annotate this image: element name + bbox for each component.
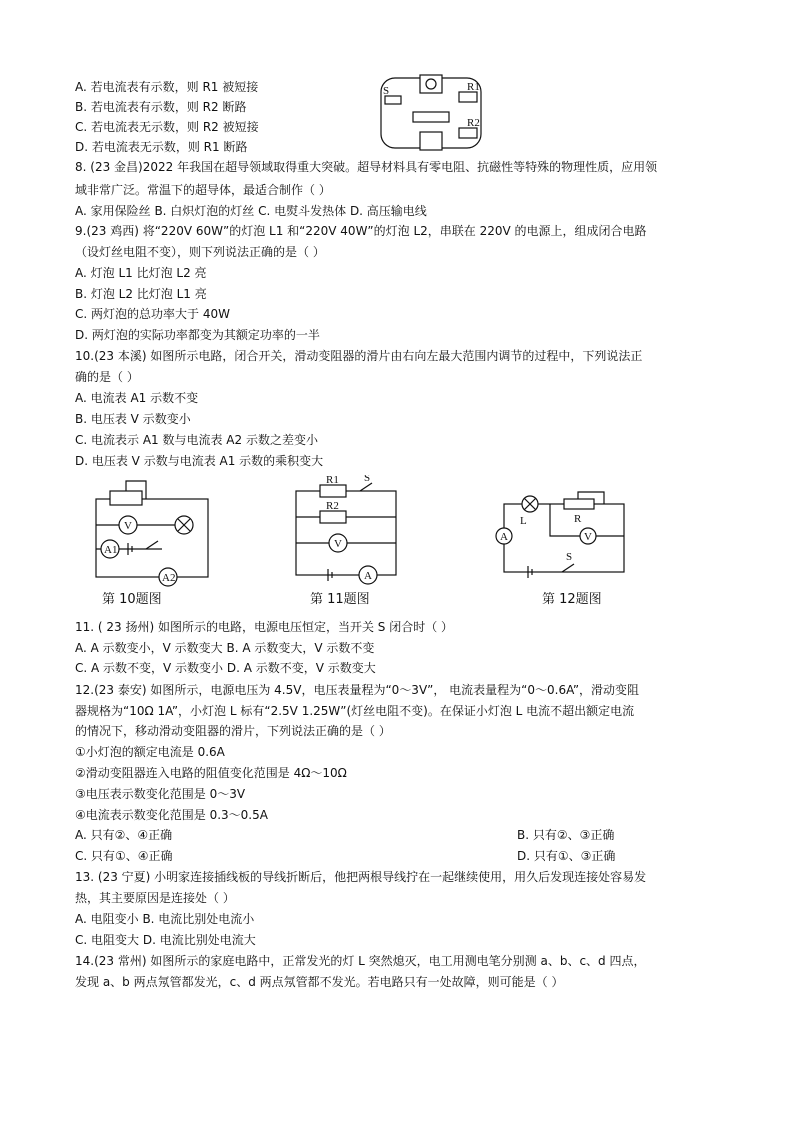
q9-option-d: D. 两灯泡的实际功率都变为其额定功率的一半 xyxy=(75,328,320,342)
q9-option-b: B. 灯泡 L2 比灯泡 L1 亮 xyxy=(75,287,207,301)
q10-option-c: C. 电流表示 A1 数与电流表 A2 示数之差变小 xyxy=(75,433,318,447)
fig12-switch xyxy=(562,564,574,572)
q7-option-c: C. 若电流表无示数，则 R2 被短接 xyxy=(75,120,259,134)
q10-stem-line2: 确的是（ ） xyxy=(75,370,139,384)
fig12-rheostat xyxy=(564,499,594,509)
fig11-label-a: A xyxy=(364,570,372,582)
q9-option-a: A. 灯泡 L1 比灯泡 L2 亮 xyxy=(75,266,207,280)
q12-option-d: D. 只有①、③正确 xyxy=(517,849,616,863)
q7-resistor-r2 xyxy=(459,128,477,138)
fig10-outer-loop xyxy=(96,499,208,577)
q12-stem-line2: 器规格为“10Ω 1A”，小灯泡 L 标有“2.5V 1.25W”(灯丝电阻不变)。在保证小灯泡 L 电流不超出额定电流 xyxy=(75,704,635,718)
q10-stem-line1: 10.(23 本溪) 如图所示电路，闭合开关，滑动变阻器的滑片由右向左最大范围内调节的过程中，下列说法正 xyxy=(75,349,643,363)
q8-options: A. 家用保险丝 B. 白炽灯泡的灯丝 C. 电熨斗发热体 D. 高压输电线 xyxy=(75,204,427,218)
fig12-circuit xyxy=(490,490,630,580)
fig11-switch xyxy=(360,483,372,491)
q7-label-s: S xyxy=(383,85,390,97)
fig10-label-v: V xyxy=(124,520,132,532)
q7-label-r1: R1 xyxy=(467,81,480,93)
q12-option-c: C. 只有①、④正确 xyxy=(75,849,173,863)
fig12-label-r: R xyxy=(574,513,582,525)
fig11-caption: 第 11题图 xyxy=(310,592,370,607)
q9-option-c: C. 两灯泡的总功率大于 40W xyxy=(75,307,230,321)
fig11-resistor-r2 xyxy=(320,511,346,523)
q11-options-line1: A. A 示数变小，V 示数变大 B. A 示数变大，V 示数不变 xyxy=(75,641,375,655)
q7-option-a: A. 若电流表有示数，则 R1 被短接 xyxy=(75,80,259,94)
q7-label-r2: R2 xyxy=(467,117,480,129)
fig11-label-v: V xyxy=(334,538,342,550)
fig11-circuit xyxy=(290,475,402,587)
fig10-caption: 第 10题图 xyxy=(102,592,162,607)
q12-statement-1: ①小灯泡的额定电流是 0.6A xyxy=(75,745,225,759)
q13-stem-line2: 热，其主要原因是连接处（ ） xyxy=(75,891,235,905)
q7-option-b: B. 若电流表有示数，则 R2 断路 xyxy=(75,100,247,114)
q12-statement-2: ②滑动变阻器连入电路的阻值变化范围是 4Ω～10Ω xyxy=(75,766,347,780)
q12-option-b: B. 只有②、③正确 xyxy=(517,828,615,842)
q8-stem-line1: 8. (23 金昌)2022 年我国在超导领域取得重大突破。超导材料具有零电阻、抗磁性等特殊的物理性质，应用领 xyxy=(75,160,658,174)
q10-option-d: D. 电压表 V 示数与电流表 A1 示数的乘积变大 xyxy=(75,454,324,468)
q13-options-line1: A. 电阻变小 B. 电流比别处电流小 xyxy=(75,912,255,926)
fig10-label-a1: A1 xyxy=(104,544,118,556)
q12-stem-line3: 的情况下，移动滑动变阻器的滑片，下列说法正确的是（ ） xyxy=(75,724,391,738)
fig12-label-l: L xyxy=(520,515,527,527)
fig11-resistor-r1 xyxy=(320,485,346,497)
q13-stem-line1: 13. (23 宁夏) 小明家连接插线板的导线折断后，他把两根导线拧在一起继续使用，用久后发现连接处容易发 xyxy=(75,870,647,884)
fig11-label-s: S xyxy=(364,475,371,484)
q13-options-line2: C. 电阻变大 D. 电流比别处电流大 xyxy=(75,933,256,947)
fig12-label-v: V xyxy=(584,531,592,543)
fig12-label-s: S xyxy=(566,551,573,563)
q7-option-d: D. 若电流表无示数，则 R1 断路 xyxy=(75,140,248,154)
q12-statement-4: ④电流表示数变化范围是 0.3～0.5A xyxy=(75,808,268,822)
q11-options-line2: C. A 示数不变，V 示数变小 D. A 示数不变，V 示数变大 xyxy=(75,661,376,675)
q11-stem: 11. ( 23 扬州) 如图所示的电路，电源电压恒定，当开关 S 闭合时（ ） xyxy=(75,620,454,634)
fig11-label-r2: R2 xyxy=(326,500,339,512)
q9-stem-line1: 9.(23 鸡西) 将“220V 60W”的灯泡 L1 和“220V 40W”的灯泡 L2，串联在 220V 的电源上，组成闭合电路 xyxy=(75,224,647,238)
fig10-rheostat xyxy=(110,491,142,505)
q14-stem-line2: 发现 a、b 两点氖管都发光，c、d 两点氖管都不发光。若电路只有一处故障，则可能是（ ） xyxy=(75,975,564,989)
q14-stem-line1: 14.(23 常州) 如图所示的家庭电路中，正常发光的灯 L 突然熄灭，电工用测电笔分别测 a、b、c、d 四点， xyxy=(75,954,646,968)
q10-option-b: B. 电压表 V 示数变小 xyxy=(75,412,191,426)
q7-circuit-photo xyxy=(375,72,487,154)
fig12-label-a: A xyxy=(500,531,508,543)
fig11-label-r1: R1 xyxy=(326,475,339,486)
fig10-switch xyxy=(146,541,158,549)
fig11-outer-loop xyxy=(296,491,396,575)
q7-meter-bottom xyxy=(420,132,442,150)
fig12-caption: 第 12题图 xyxy=(542,592,602,607)
q10-option-a: A. 电流表 A1 示数不变 xyxy=(75,391,199,405)
q7-resistor-r1 xyxy=(459,92,477,102)
q7-switch xyxy=(385,96,401,104)
q7-battery-box xyxy=(413,112,449,122)
q12-statement-3: ③电压表示数变化范围是 0～3V xyxy=(75,787,246,801)
q12-option-a: A. 只有②、④正确 xyxy=(75,828,173,842)
q7-ammeter-top xyxy=(420,75,442,93)
q8-stem-line2: 域非常广泛。常温下的超导体，最适合制作（ ） xyxy=(75,183,331,197)
fig10-label-a2: A2 xyxy=(162,572,176,584)
fig10-circuit xyxy=(90,475,220,587)
q12-stem-line1: 12.(23 泰安) 如图所示，电源电压为 4.5V，电压表量程为“0～3V”， 电流表量程为“0～0.6A”，滑动变阻 xyxy=(75,683,640,697)
q9-stem-line2: （设灯丝电阻不变），则下列说法正确的是（ ） xyxy=(75,245,325,259)
